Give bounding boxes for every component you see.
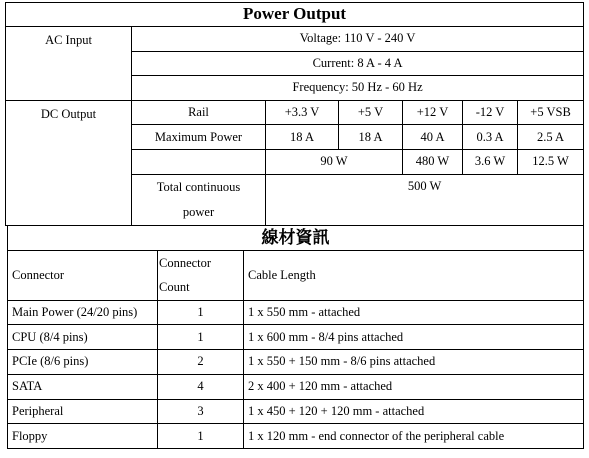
rail-label: Rail: [132, 100, 266, 125]
cable-info-table: [7, 226, 584, 449]
watts-12v: 480 W: [403, 149, 463, 174]
count-cell: 4: [158, 374, 244, 399]
max-power-spacer: [132, 149, 266, 174]
length-cell: 1 x 600 mm - 8/4 pins attached: [244, 325, 584, 350]
table-row: [8, 350, 584, 375]
count-cell: 1: [158, 300, 244, 325]
ac-input-label: AC Input: [6, 27, 132, 101]
rail-5vsb: +5 VSB: [518, 100, 584, 125]
connector-cell: Floppy: [8, 424, 158, 449]
power-output-title: Power Output: [6, 3, 584, 27]
length-cell: 1 x 550 mm - attached: [244, 300, 584, 325]
length-cell: 1 x 450 + 120 + 120 mm - attached: [244, 399, 584, 424]
header-connector-count: [158, 250, 244, 300]
rail-5v: +5 V: [339, 100, 403, 125]
watts-neg12v: 3.6 W: [463, 149, 518, 174]
table-row: [8, 325, 584, 350]
length-cell: 1 x 550 + 150 mm - 8/6 pins attached: [244, 350, 584, 375]
connector-cell: SATA: [8, 374, 158, 399]
ac-voltage: Voltage: 110 V - 240 V: [132, 27, 584, 52]
watts-5vsb: 12.5 W: [518, 149, 584, 174]
table-row: [8, 374, 584, 399]
cable-info-title: 線材資訊: [8, 226, 584, 250]
power-output-table: [5, 2, 584, 226]
connector-cell: PCIe (8/6 pins): [8, 350, 158, 375]
max-current-5v: 18 A: [339, 125, 403, 150]
table-row: [8, 399, 584, 424]
length-cell: 1 x 120 mm - end connector of the peripheral cable: [244, 424, 584, 449]
count-cell: 2: [158, 350, 244, 375]
connector-cell: Main Power (24/20 pins): [8, 300, 158, 325]
max-power-label: Maximum Power: [132, 125, 266, 150]
count-cell: 1: [158, 424, 244, 449]
max-current-3v3: 18 A: [266, 125, 339, 150]
total-power-label-line1: Total continuous: [156, 179, 241, 194]
header-cable-length: Cable Length: [244, 250, 584, 300]
max-current-5vsb: 2.5 A: [518, 125, 584, 150]
header-connector: Connector: [8, 250, 158, 300]
total-power-value: 500 W: [266, 174, 584, 225]
count-cell: 1: [158, 325, 244, 350]
ac-frequency: Frequency: 50 Hz - 60 Hz: [132, 76, 584, 101]
header-count-line2: Count: [159, 280, 190, 294]
total-power-label-line2: power: [182, 204, 215, 219]
connector-cell: Peripheral: [8, 399, 158, 424]
dc-output-label: DC Output: [6, 100, 132, 225]
table-row: [8, 300, 584, 325]
connector-cell: CPU (8/4 pins): [8, 325, 158, 350]
max-current-12v: 40 A: [403, 125, 463, 150]
watts-3v3-5v-combined: 90 W: [266, 149, 403, 174]
length-cell: 2 x 400 + 120 mm - attached: [244, 374, 584, 399]
ac-current: Current: 8 A - 4 A: [132, 51, 584, 76]
count-cell: 3: [158, 399, 244, 424]
max-current-neg12v: 0.3 A: [463, 125, 518, 150]
rail-neg12v: -12 V: [463, 100, 518, 125]
rail-12v: +12 V: [403, 100, 463, 125]
rail-3v3: +3.3 V: [266, 100, 339, 125]
header-count-line1: Connector: [159, 256, 212, 270]
table-row: [8, 424, 584, 449]
total-power-label: [132, 174, 266, 225]
